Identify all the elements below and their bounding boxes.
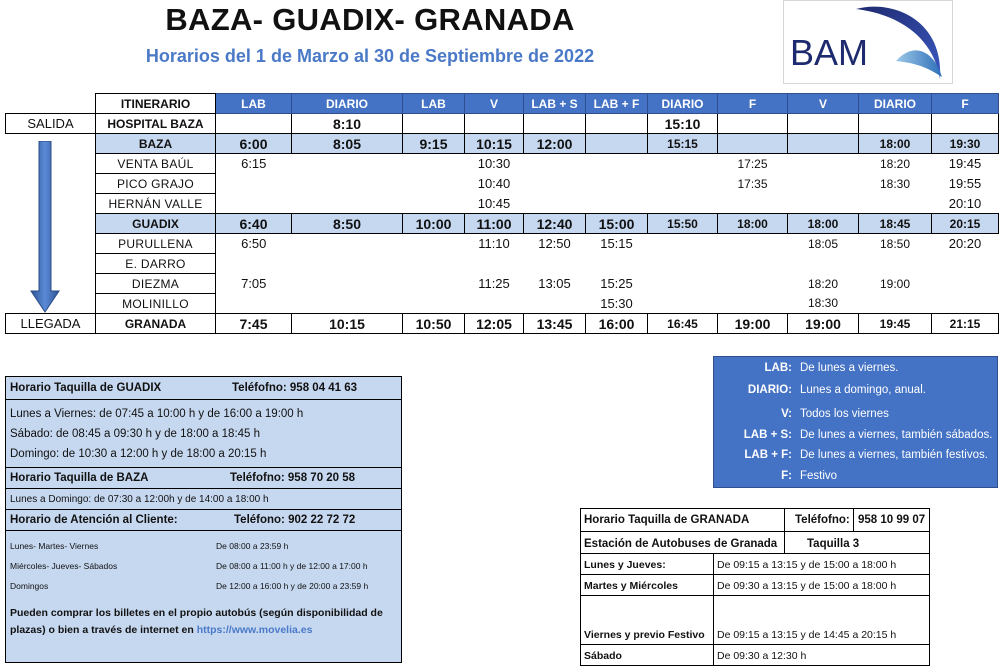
time-cell xyxy=(859,294,932,314)
time-cell: 16:00 xyxy=(586,314,648,334)
stop-name: DIEZMA xyxy=(96,274,216,294)
table-row xyxy=(6,254,999,274)
legend-value: De lunes a viernes, también festivos. xyxy=(800,449,988,461)
stop-name: GRANADA xyxy=(96,314,216,334)
granada-hours-row xyxy=(581,553,929,575)
col-header: F xyxy=(718,94,788,114)
time-cell: 8:05 xyxy=(292,134,403,154)
baza-phone: Teléfofno: 958 70 20 58 xyxy=(230,472,356,484)
guadix-hours-line: Lunes a Viernes: de 07:45 a 10:00 h y de 16:00 a 19:00 h xyxy=(10,408,304,420)
time-cell xyxy=(788,134,859,154)
time-cell xyxy=(403,294,465,314)
granada-hours: De 09:15 a 13:15 y de 15:00 a 18:00 h xyxy=(717,559,897,571)
time-cell xyxy=(403,154,465,174)
time-cell: 18:50 xyxy=(879,236,911,251)
time-cell: 12:05 xyxy=(465,314,524,334)
client-title-row xyxy=(6,509,401,531)
legend-key: F: xyxy=(781,470,792,482)
legend-item xyxy=(714,470,997,486)
stop-name: GUADIX xyxy=(96,214,216,234)
time-cell xyxy=(403,194,465,214)
time-cell xyxy=(718,134,788,154)
stop-name: PICO GRAJO xyxy=(96,174,216,194)
time-cell: 19:55 xyxy=(948,176,982,191)
legend-key: LAB + F: xyxy=(744,449,792,461)
time-cell: 12:50 xyxy=(538,236,571,252)
stop-name: HERNÁN VALLE xyxy=(96,194,216,214)
time-cell: 10:15 xyxy=(292,314,403,334)
col-header: LAB + S xyxy=(524,94,586,114)
time-cell: 10:50 xyxy=(403,314,465,334)
time-cell: 19:00 xyxy=(788,314,859,334)
granada-phone-label: Teléfofno: xyxy=(795,514,850,526)
time-cell xyxy=(586,134,648,154)
legend-value: Todos los viernes xyxy=(800,408,889,420)
stop-name: PURULLENA xyxy=(96,234,216,254)
time-cell xyxy=(292,294,403,314)
client-title: Horario de Atención al Cliente: xyxy=(10,514,178,526)
time-cell xyxy=(788,254,859,274)
time-cell: 6:15 xyxy=(241,156,267,172)
time-cell: 11:25 xyxy=(478,276,510,291)
time-cell xyxy=(859,194,932,214)
granada-office-info xyxy=(580,508,930,666)
legend-item xyxy=(714,429,997,445)
baza-title: Horario Taquilla de BAZA xyxy=(10,472,149,484)
time-cell: 20:15 xyxy=(932,214,999,234)
time-cell xyxy=(788,154,859,174)
time-cell: 19:30 xyxy=(932,134,999,154)
time-cell: 18:30 xyxy=(879,176,911,191)
table-row xyxy=(6,234,999,254)
time-cell xyxy=(788,194,859,214)
granada-hours: De 09:15 a 13:15 y de 14:45 a 20:15 h xyxy=(717,629,897,641)
time-cell: 15:10 xyxy=(648,114,718,134)
time-cell: 18:00 xyxy=(788,214,859,234)
table-row xyxy=(6,314,999,334)
col-header: V xyxy=(465,94,524,114)
itinerario-header: ITINERARIO xyxy=(96,94,216,114)
time-cell xyxy=(932,274,999,294)
purchase-note xyxy=(10,605,398,639)
table-row xyxy=(6,154,999,174)
movelia-link[interactable]: https://www.movelia.es xyxy=(196,624,313,636)
time-cell xyxy=(932,114,999,134)
time-cell xyxy=(465,294,524,314)
time-cell: 8:10 xyxy=(292,114,403,134)
guadix-hours xyxy=(6,399,401,468)
time-cell xyxy=(648,154,718,174)
time-cell xyxy=(586,114,648,134)
time-cell: 17:35 xyxy=(737,176,768,191)
time-cell: 10:40 xyxy=(477,176,511,191)
time-cell xyxy=(524,154,586,174)
granada-hours: De 09:30 a 12:30 h xyxy=(717,650,807,662)
time-cell: 9:15 xyxy=(403,134,465,154)
time-cell xyxy=(292,254,403,274)
logo-swoosh-icon xyxy=(784,1,952,83)
time-cell xyxy=(403,174,465,194)
guadix-title: Horario Taquilla de GUADIX xyxy=(10,382,162,394)
legend-item xyxy=(714,449,997,465)
granada-hours: De 09:30 a 13:15 y de 15:00 a 18:00 h xyxy=(717,580,897,592)
legend-key: DIARIO: xyxy=(747,384,792,396)
granada-station: Estación de Autobuses de Granada xyxy=(584,538,778,550)
granada-days: Lunes y Jueves: xyxy=(584,559,666,571)
time-cell xyxy=(216,294,292,314)
time-cell xyxy=(788,114,859,134)
time-cell xyxy=(859,114,932,134)
granada-hours-row xyxy=(581,574,929,596)
legend-item xyxy=(714,408,997,424)
bam-logo xyxy=(783,0,953,84)
time-cell: 17:25 xyxy=(737,156,768,171)
time-cell: 19:45 xyxy=(948,156,982,172)
time-cell: 16:45 xyxy=(648,314,718,334)
col-header: DIARIO xyxy=(859,94,932,114)
time-cell: 10:15 xyxy=(465,134,524,154)
time-cell xyxy=(586,154,648,174)
guadix-title-row xyxy=(6,377,401,399)
time-cell: 13:05 xyxy=(538,276,571,291)
client-phone: Teléfono: 902 22 72 72 xyxy=(234,514,356,526)
time-cell xyxy=(932,254,999,274)
client-days: Miércoles- Jueves- Sábados xyxy=(10,561,118,571)
time-cell: 10:30 xyxy=(477,156,511,172)
time-cell: 19:00 xyxy=(879,276,911,291)
purchase-note-text: Pueden comprar los billetes en el propio autobús (según disponibilidad de plazas) o bien a través de internet en xyxy=(10,607,383,636)
time-cell: 19:00 xyxy=(718,314,788,334)
col-header: LAB xyxy=(216,94,292,114)
client-hours-value: De 12:00 a 16:00 h y de 20:00 a 23:59 h xyxy=(216,581,369,591)
legend-value: Lunes a domingo, anual. xyxy=(800,384,926,396)
time-cell: 20:20 xyxy=(948,236,982,252)
client-hours xyxy=(6,530,401,662)
time-cell xyxy=(524,194,586,214)
time-cell xyxy=(648,234,718,254)
col-header: F xyxy=(932,94,999,114)
time-cell xyxy=(216,114,292,134)
time-cell xyxy=(292,274,403,294)
time-cell xyxy=(718,254,788,274)
time-cell xyxy=(292,194,403,214)
guadix-hours-line: Domingo: de 10:30 a 12:00 h y de 18:00 a 20:15 h xyxy=(10,448,267,460)
client-days: Domingos xyxy=(10,581,49,591)
guadix-phone: Teléfofno: 958 04 41 63 xyxy=(232,382,358,394)
col-header: DIARIO xyxy=(648,94,718,114)
time-cell xyxy=(403,234,465,254)
time-cell xyxy=(524,254,586,274)
time-cell: 11:10 xyxy=(478,236,510,252)
client-days: Lunes- Martes- Viernes xyxy=(10,541,99,551)
time-cell xyxy=(586,254,648,274)
time-cell xyxy=(648,294,718,314)
time-cell: 18:05 xyxy=(807,236,839,251)
time-cell: 8:50 xyxy=(292,214,403,234)
client-hours-value: De 08:00 a 11:00 h y de 12:00 a 17:00 h xyxy=(216,561,368,571)
time-cell: 18:45 xyxy=(859,214,932,234)
table-row xyxy=(6,294,999,314)
time-cell xyxy=(859,254,932,274)
time-cell: 21:15 xyxy=(932,314,999,334)
time-cell: 18:30 xyxy=(807,296,839,311)
time-cell xyxy=(524,294,586,314)
legend-box xyxy=(713,356,998,488)
salida-label: SALIDA xyxy=(6,114,96,134)
time-cell xyxy=(524,114,586,134)
baza-title-row xyxy=(6,467,401,489)
time-cell: 18:00 xyxy=(718,214,788,234)
legend-value: Festivo xyxy=(800,470,838,482)
time-cell xyxy=(292,234,403,254)
page-title: BAZA- GUADIX- GRANADA xyxy=(165,2,575,37)
time-cell: 7:05 xyxy=(241,276,267,291)
stop-name: HOSPITAL BAZA xyxy=(96,114,216,134)
legend-key: V: xyxy=(781,408,792,420)
baza-hours-line: Lunes a Domingo: de 07:30 a 12:00h y de 14:00 a 18:00 h xyxy=(10,494,269,505)
time-cell xyxy=(524,174,586,194)
stop-name: MOLINILLO xyxy=(96,294,216,314)
stop-name: VENTA BAÚL xyxy=(96,154,216,174)
granada-title: Horario Taquilla de GRANADA xyxy=(584,514,750,526)
schedule-header-row xyxy=(6,94,999,114)
col-header: V xyxy=(788,94,859,114)
legend-item xyxy=(714,384,997,400)
client-hours-value: De 08:00 a 23:59 h xyxy=(216,541,289,551)
col-header: LAB xyxy=(403,94,465,114)
time-cell xyxy=(788,174,859,194)
time-cell: 18:00 xyxy=(859,134,932,154)
time-cell xyxy=(216,174,292,194)
time-cell: 20:10 xyxy=(948,195,982,211)
time-cell xyxy=(648,254,718,274)
stop-name: E. DARRO xyxy=(96,254,216,274)
time-cell xyxy=(648,274,718,294)
time-cell: 10:45 xyxy=(477,195,511,211)
table-row xyxy=(6,114,999,134)
time-cell xyxy=(216,194,292,214)
time-cell: 15:15 xyxy=(648,134,718,154)
time-cell xyxy=(648,174,718,194)
time-cell xyxy=(403,114,465,134)
guadix-hours-line: Sábado: de 08:45 a 09:30 h y de 18:00 a 18:45 h xyxy=(10,428,261,440)
time-cell: 6:40 xyxy=(216,214,292,234)
time-cell: 15:50 xyxy=(648,214,718,234)
time-cell xyxy=(465,114,524,134)
time-cell: 15:15 xyxy=(600,236,633,252)
table-row xyxy=(6,214,999,234)
time-cell: 13:45 xyxy=(524,314,586,334)
time-cell: 10:00 xyxy=(403,214,465,234)
baza-hours xyxy=(6,488,401,510)
time-cell: 15:30 xyxy=(600,295,633,311)
legend-value: De lunes a viernes, también sábados. xyxy=(800,429,993,441)
granada-days: Viernes y previo Festivo xyxy=(584,629,705,641)
col-header: DIARIO xyxy=(292,94,403,114)
time-cell xyxy=(718,274,788,294)
granada-taquilla: Taquilla 3 xyxy=(807,538,860,550)
time-cell xyxy=(403,274,465,294)
time-cell xyxy=(932,294,999,314)
time-cell: 19:45 xyxy=(859,314,932,334)
granada-hours-row xyxy=(581,644,929,666)
schedule-table xyxy=(5,93,999,334)
time-cell xyxy=(403,254,465,274)
time-cell: 6:50 xyxy=(241,236,267,252)
granada-station-row xyxy=(581,531,929,554)
granada-hours-row xyxy=(581,595,929,645)
legend-item xyxy=(714,362,997,378)
time-cell xyxy=(465,254,524,274)
page-subtitle: Horarios del 1 de Marzo al 30 de Septiembre de 2022 xyxy=(145,46,595,66)
legend-key: LAB + S: xyxy=(743,429,792,441)
time-cell xyxy=(718,294,788,314)
time-cell xyxy=(718,114,788,134)
table-row xyxy=(6,134,999,154)
legend-key: LAB: xyxy=(764,362,792,374)
time-cell: 12:00 xyxy=(524,134,586,154)
time-cell: 12:40 xyxy=(524,214,586,234)
time-cell: 11:00 xyxy=(465,214,524,234)
granada-days: Martes y Miércoles xyxy=(584,580,678,592)
time-cell xyxy=(648,194,718,214)
granada-title-row xyxy=(581,509,929,531)
stop-name: BAZA xyxy=(96,134,216,154)
time-cell xyxy=(216,254,292,274)
llegada-label: LLEGADA xyxy=(6,314,96,334)
time-cell: 15:25 xyxy=(600,276,633,291)
time-cell: 6:00 xyxy=(216,134,292,154)
logo-text: BAM xyxy=(790,32,869,73)
granada-days: Sábado xyxy=(584,650,622,662)
time-cell xyxy=(586,194,648,214)
time-cell: 15:00 xyxy=(586,214,648,234)
time-cell xyxy=(292,174,403,194)
col-header: LAB + F xyxy=(586,94,648,114)
table-row xyxy=(6,194,999,214)
time-cell: 18:20 xyxy=(879,156,911,171)
time-cell: 7:45 xyxy=(216,314,292,334)
time-cell xyxy=(718,234,788,254)
time-cell xyxy=(718,194,788,214)
granada-phone: 958 10 99 07 xyxy=(858,514,926,526)
ticket-office-info xyxy=(5,376,402,663)
time-cell xyxy=(292,154,403,174)
table-row xyxy=(6,174,999,194)
table-row xyxy=(6,274,999,294)
time-cell: 18:20 xyxy=(807,276,839,291)
time-cell xyxy=(586,174,648,194)
legend-value: De lunes a viernes. xyxy=(800,362,899,374)
